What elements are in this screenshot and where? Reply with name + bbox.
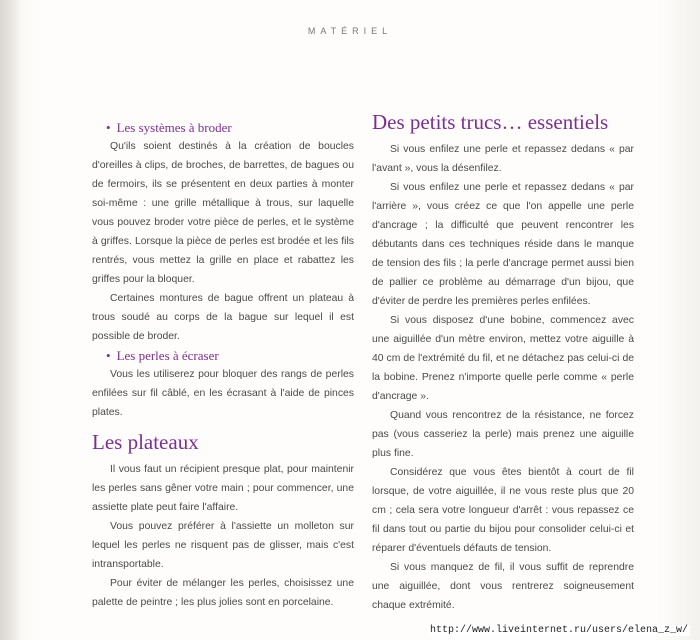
paragraph: Vous les utiliserez pour bloquer des rangs de perles enfilées sur fil câblé, en les écrasant à l'aide de pinces plates. (92, 369, 354, 418)
paragraph: Si vous enfilez une perle et repassez dedans « par l'arrière », vous créez ce que l'on appelle une perle d'ancrage ; la difficulté que peuvent rencontrer les débutants dans ces techniques réside dans le manque de tension des fils ; la perle d'ancrage permet aussi bien de pallier ce problème au démarrage d'un bijou, que d'éviter de perdre les premières perles enfilées. (372, 182, 634, 307)
bullet-icon: • (106, 348, 111, 363)
paragraph: Considérez que vous êtes bientôt à court de fil lorsque, de votre aiguillée, il ne vous reste plus que 20 cm ; cela sera votre longueur d'arrêt : vous repassez ce fil dans tout ou partie du bijou pour consolider celui-ci et réparer d'éventuels défauts de tension. (372, 467, 634, 554)
subheading-text: Les perles à écraser (116, 348, 219, 363)
paragraph: Si vous disposez d'une bobine, commencez avec une aiguillée d'un mètre environ, mettez votre aiguille à 40 cm de l'extrémité du fil, et ne détachez pas celui-ci de la bobine. Prenez n'importe quelle perle comme « perle d'ancrage ». (372, 315, 634, 402)
subheading-text: Les systèmes à broder (116, 120, 232, 135)
paragraph: Vous pouvez préférer à l'assiette un molleton sur lequel les perles ne risquent pas de glisser, mais c'est intransportable. (92, 521, 354, 570)
paragraph: Si vous manquez de fil, il vous suffit de reprendre une aiguillée, dont vous rentrerez soigneusement chaque extrémité. (372, 562, 634, 611)
paragraph: Il vous faut un récipient presque plat, pour maintenir les perles sans gêner votre main ; pour commencer, une assiette plate peut faire l'affaire. (92, 464, 354, 513)
paragraph: Certaines montures de bague offrent un plateau à trous soudé au corps de la bague sur lequel il est possible de broder. (92, 293, 354, 342)
paragraph: Quand vous rencontrez de la résistance, ne forcez pas (vous casseriez la perle) mais prenez une aiguille plus fine. (372, 410, 634, 459)
source-url-watermark: http://www.liveinternet.ru/users/elena_z_w/ (429, 625, 688, 636)
right-column (372, 108, 634, 615)
bullet-icon: • (106, 120, 111, 135)
paragraph: Pour éviter de mélanger les perles, choisissez une palette de peintre ; les plus jolies sont en porcelaine. (92, 578, 354, 608)
paragraph: Si vous enfilez une perle et repassez dedans « par l'avant », vous la désenfilez. (372, 144, 634, 174)
section-heading-tips: Des petits trucs… essentiels (372, 110, 609, 134)
book-spine-shadow (0, 0, 22, 640)
running-head: MATÉRIEL (307, 26, 393, 36)
paragraph: Qu'ils soient destinés à la création de boucles d'oreilles à clips, de broches, de barrettes, de bagues ou de fermoirs, ils se présentent en deux parties à monter soi-même : une grille métallique à trous, sur laquelle vous pouvez broder votre pièce de perles, et le système à griffes. Lorsque la pièce de perles est brodée et les fils rentrés, vous mettez la grille en place et rabattez les griffes pour la bloquer. (92, 141, 354, 285)
section-heading-plateaux: Les plateaux (92, 430, 199, 454)
left-column (92, 118, 354, 612)
subheading-embroidery-systems (92, 118, 354, 137)
subheading-crimp-beads (92, 346, 354, 365)
